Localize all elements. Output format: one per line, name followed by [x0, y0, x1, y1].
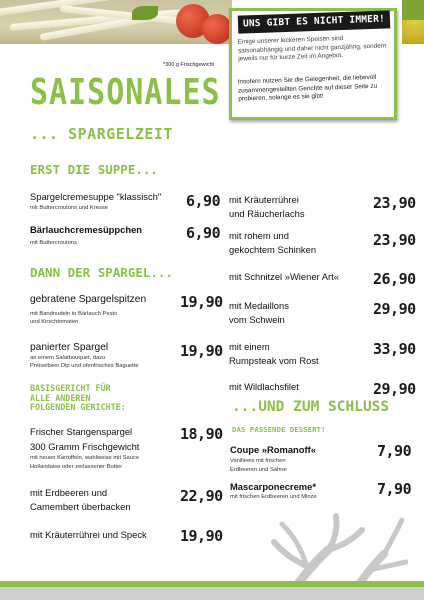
menu-item-price: 23,90 [373, 194, 416, 212]
dessert-description: Erdbeeren und Sahne [230, 467, 287, 473]
menu-item-price: 19,90 [180, 342, 223, 360]
menu-item-name: mit Medaillons [229, 300, 289, 311]
menu-item-price: 29,90 [373, 300, 416, 318]
menu-item-name: mit Erdbeeren und [30, 487, 108, 498]
menu-item-name: Bärlauchcremesüppchen [30, 224, 143, 235]
section-heading-spargelzeit: ... SPARGELZEIT [30, 125, 173, 143]
dessert-name: Coupe »Romanoff« [230, 444, 316, 455]
menu-item-description: mit Buttercroutons und Kresse [30, 205, 108, 211]
dessert-price: 7,90 [377, 480, 412, 498]
menu-item-price: 22,90 [180, 487, 223, 505]
asparagus-photo [0, 0, 232, 44]
page-title: SAISONALES [30, 72, 221, 114]
menu-item-name: mit Kräuterrührei und Speck [30, 529, 147, 540]
menu-item-name: Rumpsteak vom Rost [229, 355, 319, 366]
menu-item-price: 6,90 [186, 224, 221, 242]
menu-item-name: mit Wildlachsfilet [229, 381, 299, 392]
dessert-name: Mascarponecreme* [230, 481, 316, 492]
weight-note: *300 g Frischgewicht [163, 62, 215, 68]
herb-photo [402, 0, 424, 20]
info-box [229, 8, 397, 120]
menu-item-description: mit Bandnudeln in Bärlauch Pesto [30, 311, 118, 317]
menu-item-price: 18,90 [180, 425, 223, 443]
footer-bar [0, 587, 424, 600]
menu-item-name: mit rohem und [229, 230, 289, 241]
menu-item-name: und Räucherlachs [229, 208, 305, 219]
section-heading-suppe: ERST DIE SUPPE... [30, 162, 158, 177]
menu-item-name: gekochtem Schinken [229, 244, 317, 255]
menu-item-description: an einem Salatbouquet, dazu [30, 355, 106, 361]
dessert-description: mit frischen Erdbeeren und Minze [230, 494, 317, 500]
menu-item-description: mit Buttercroutons [30, 240, 78, 246]
menu-item-description: und Kirschtomaten [30, 319, 79, 325]
menu-item-price: 26,90 [373, 270, 416, 288]
menu-item-name: Frischer Stangenspargel [30, 426, 133, 437]
info-box-text-1: Einige unserer leckeren Speisen sind saisonabhängig und daher nicht ganzjährig, sondern jeweils nur für kurze Zeit im Angebot. [237, 34, 387, 63]
menu-item-price: 23,90 [373, 231, 416, 249]
menu-item-price: 19,90 [180, 293, 223, 311]
menu-item-description: Preiselbeer Dip und ofenfrisches Baguette [30, 363, 139, 369]
menu-item-name: mit einem [229, 341, 270, 352]
section-heading-basis: BASISGERICHT FÜR ALLE ANDEREN FOLGENDEN GERICHTE: [30, 383, 126, 412]
menu-item-name: gebratene Spargelspitzen [30, 294, 147, 305]
menu-item-name: mit Kräuterrührei [229, 194, 299, 205]
menu-item-name: Spargelcremesuppe "klassisch" [30, 191, 162, 202]
dessert-price: 7,90 [377, 442, 412, 460]
menu-item-name: vom Schwein [229, 314, 285, 325]
section-heading-schluss: ...UND ZUM SCHLUSS [232, 399, 390, 415]
dessert-description: Vanilleeis mit frischen [230, 458, 286, 464]
menu-item-description: mit neuen Kartoffeln, wahlweise mit Sauce [30, 455, 140, 461]
menu-item-price: 29,90 [373, 380, 416, 398]
menu-item-name: mit Schnitzel »Wiener Art« [229, 271, 339, 282]
menu-item-price: 6,90 [186, 192, 221, 210]
menu-item-description: Hollandaise oder zerlassener Butter [30, 464, 123, 470]
menu-item-price: 19,90 [180, 527, 223, 545]
menu-item-name: panierter Spargel [30, 342, 109, 353]
info-box-title: UNS GIBT ES NICHT IMMER! [238, 10, 391, 33]
info-box-text-2: Insofern nutzen Sie die Gelegenheit, die liebevoll zusammengestellten Gerichte auf dieser Seite zu probieren, solange es sie gibt! [237, 73, 378, 103]
menu-item-price: 33,90 [373, 340, 416, 358]
menu-item-name: 300 Gramm Frischgewicht [30, 441, 140, 452]
section-heading-dessert: DAS PASSENDE DESSERT! [232, 425, 326, 434]
section-heading-spargel: DANN DER SPARGEL... [30, 265, 173, 280]
menu-item-name: Camembert überbacken [30, 501, 131, 512]
